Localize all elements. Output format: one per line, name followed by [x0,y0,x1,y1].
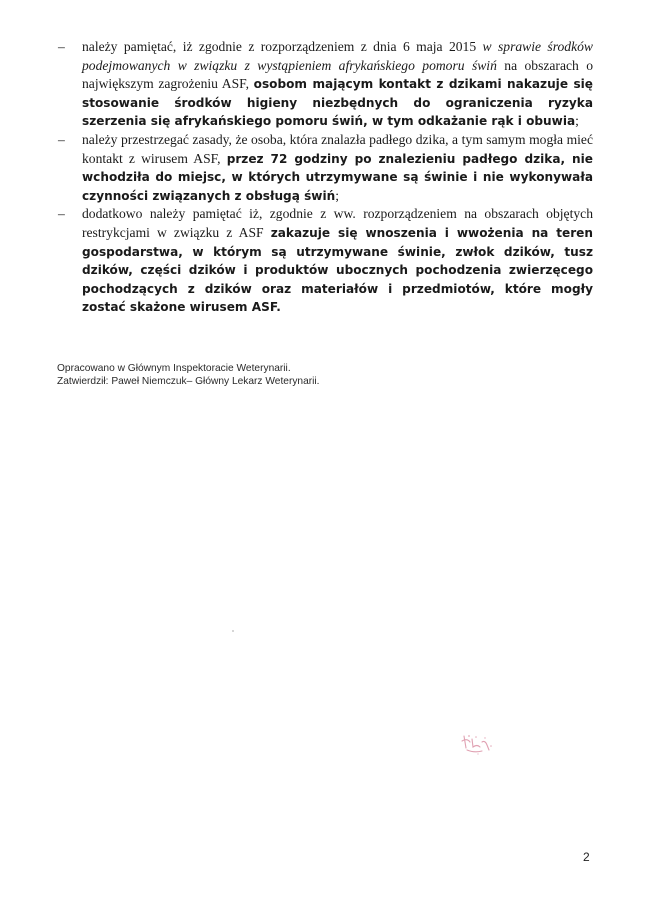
text-segment: dodatkowo należy pamiętać iż, zgodnie z ww. rozporządzeniem na obszarach objętych restrykcjami w związku z ASF [82,206,593,240]
bullet-text [82,132,593,203]
text-segment-bold: osobom mającym kontakt z dzikami nakazuje się stosowanie środków higieny niezbędnych do ograniczenia ryzyka szerzenia się afrykańskiego pomoru świń, w tym odkażanie rąk i obuwia [82,77,593,129]
bullet-text [82,39,593,128]
bullet-item [58,131,593,205]
text-segment-italic: w sprawie środków podejmowanych w związku z wystąpieniem afrykańskiego pomoru świń [82,39,593,73]
stamp-mark-icon [458,732,498,756]
bullet-dash: – [58,206,65,222]
scan-speck [232,630,234,632]
text-segment-bold: zakazuje się wnoszenia i wwożenia na teren gospodarstwa, w którym są utrzymywane świnie, zwłok dzików, tusz dzików, części dzików i produktów ubocznych pochodzenia zwierzęcego pochodzących z dzików oraz materiałów i przedmiotów, które mogły zostać skażone wirusem ASF. [82,225,593,315]
text-segment-bold: przez 72 godziny po znalezieniu padłego dzika, nie wchodziła do miejsc, w których utrzymywane są świnie i nie wykonywała czynności związanych z obsługą świń [82,151,593,203]
bullet-dash: – [58,39,65,54]
text-segment: należy przestrzegać zasady, że osoba, która znalazła padłego dzika, a tym samym mogła mieć kontakt z wirusem ASF, [82,131,593,166]
bullet-item [58,38,593,131]
footer-prepared-by: Opracowano w Głównym Inspektoracie Weterynarii. [57,363,291,374]
bullet-item [58,205,593,317]
bullet-list [58,38,593,317]
footer-note [57,362,320,388]
page-number: 2 [583,850,590,864]
footer-approved-by: Zatwierdził: Paweł Niemczuk– Główny Lekarz Weterynarii. [57,376,320,387]
text-segment: na obszarach o największym zagrożeniu ASF, [82,57,593,92]
text-segment: ; [335,187,339,203]
bullet-text [82,206,593,314]
bullet-dash: – [58,131,65,147]
text-segment: należy pamiętać, iż zgodnie z rozporządzeniem z dnia 6 maja 2015 [82,39,483,54]
text-segment: ; [575,113,579,129]
